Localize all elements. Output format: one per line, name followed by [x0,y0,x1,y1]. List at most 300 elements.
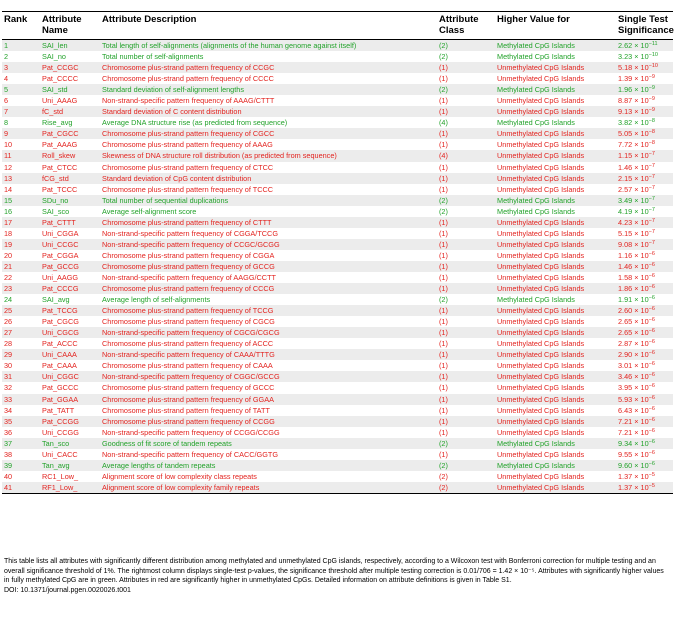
cell-significance [616,294,673,305]
cell-significance [616,228,673,239]
table-row [2,217,673,228]
cell-attribute-name: Uni_AAGG [42,272,79,282]
cell-rank: 24 [4,295,13,305]
significance-base: 1.91 × 10 [618,295,649,305]
cell-attribute-class: (4) [439,118,448,128]
cell-rank: 10 [4,140,13,150]
cell-significance [616,327,673,338]
table-row [2,195,673,206]
cell-attribute-name: SAI_len [40,40,100,52]
significance-base: 9.55 × 10 [618,449,649,459]
table-row [2,382,673,393]
significance-exponent: −6 [648,261,655,268]
cell-rank: 38 [4,449,13,459]
significance-base: 4.23 × 10 [618,217,649,227]
cell-rank: 7 [2,106,40,117]
table-row [2,449,673,460]
cell-attribute-class: (1) [437,371,495,382]
cell-attribute-name: SAI_avg [42,295,70,305]
cell-rank: 14 [4,184,13,194]
significance-exponent: −6 [648,383,655,390]
cell-attribute-class: (1) [439,427,448,437]
cell-rank: 31 [2,371,40,382]
significance-base: 9.13 × 10 [618,107,649,117]
cell-attribute-description: Standard deviation of self-alignment lengths [100,84,437,95]
cell-attribute-name: Pat_GCCC [42,383,79,393]
cell-higher-value-for: Unmethylated CpG Islands [497,162,585,172]
cell-significance [616,449,673,460]
cell-rank: 22 [4,272,13,282]
cell-significance [616,173,673,184]
cell-attribute-description: Chromosome plus-strand pattern frequency of ACCC [102,339,274,349]
cell-attribute-name: SAI_no [42,52,66,62]
significance-base: 1.37 × 10 [618,471,649,481]
significance-base: 2.57 × 10 [618,184,649,194]
footnote-text: This table lists all attributes with significantly different distribution among methylated and unmethylated CpG islands, respectively, according to a Wilcoxon test with Bonferroni correction for multiple testing and an overall significance threshold of 1%. The rightmost column displays single-test p-values, the significance threshold after multiple testing correction is 0.01/706 = 1.42 × 10⁻⁵. Attributes with significantly higher values in fully methylated CpG are in green. Attributes in red are significantly higher in unmethylated CpGs. Detailed information on attribute definitions is given in Table S1. [4,558,664,585]
table-row [2,283,673,294]
cell-significance [616,482,673,494]
cell-attribute-description: Chromosome plus-strand pattern frequency of CGGA [102,250,275,260]
cell-higher-value-for: Methylated CpG Islands [495,460,616,471]
cell-attribute-class: (4) [437,150,495,161]
cell-attribute-name: Uni_CGCG [40,327,100,338]
cell-significance [616,62,673,73]
cell-higher-value-for: Unmethylated CpG Islands [495,349,616,360]
significance-base: 1.46 × 10 [618,261,649,271]
header-attribute-name: Attribute Name [40,12,100,40]
cell-attribute-class: (1) [437,173,495,184]
cell-higher-value-for: Unmethylated CpG Islands [495,62,616,73]
cell-attribute-class: (1) [437,217,495,228]
cell-rank: 26 [4,317,13,327]
cell-attribute-name: Pat_TCCC [42,184,78,194]
cell-higher-value-for: Unmethylated CpG Islands [495,128,616,139]
cell-attribute-name: Pat_CCGC [40,62,100,73]
cell-significance [616,460,673,471]
cell-higher-value-for: Unmethylated CpG Islands [495,283,616,294]
cell-significance [616,51,673,62]
cell-attribute-class: (1) [439,449,448,459]
cell-attribute-description: Chromosome plus-strand pattern frequency of CCCC [102,74,274,84]
significance-exponent: −6 [648,295,655,302]
cell-attribute-description: Non-strand-specific pattern frequency of CACC/GGTG [102,449,279,459]
cell-significance [616,349,673,360]
cell-significance [616,438,673,449]
cell-rank: 33 [2,394,40,405]
table-row [2,184,673,195]
cell-higher-value-for: Unmethylated CpG Islands [497,383,585,393]
table-row [2,272,673,283]
cell-significance [616,305,673,316]
significance-exponent: −10 [648,52,658,59]
significance-exponent: −6 [648,427,655,434]
cell-attribute-name: RC1_Low_ [42,471,79,481]
cell-attribute-name: Rise_avg [42,118,73,128]
significance-base: 3.95 × 10 [618,383,649,393]
cell-attribute-description: Chromosome plus-strand pattern frequency of CCGG [100,416,437,427]
significance-exponent: −6 [648,250,655,257]
cell-attribute-description: Non-strand-specific pattern frequency of CGCG/CGCG [100,327,437,338]
cell-rank: 40 [4,471,13,481]
cell-higher-value-for: Unmethylated CpG Islands [495,150,616,161]
significance-exponent: −6 [648,272,655,279]
cell-rank: 2 [4,52,9,62]
cell-attribute-name: Pat_GGAA [40,394,100,405]
cell-higher-value-for: Unmethylated CpG Islands [495,173,616,184]
significance-exponent: −8 [648,140,655,147]
cell-attribute-name: Pat_CTTT [40,217,100,228]
table-row [2,294,673,305]
cell-attribute-name: Pat_CGGA [42,250,79,260]
cell-attribute-class: (1) [439,272,448,282]
table-row [2,482,673,494]
cell-significance [616,95,673,106]
table-row [2,62,673,73]
cell-attribute-description: Non-strand-specific pattern frequency of CGGA/TCCG [102,228,279,238]
cell-significance [616,40,673,52]
cell-attribute-name: Uni_CAAA [40,349,100,360]
cell-attribute-class: (1) [439,184,448,194]
cell-attribute-name: Uni_AAAG [42,96,78,106]
cell-rank: 8 [4,118,9,128]
cell-higher-value-for: Unmethylated CpG Islands [495,482,616,494]
significance-base: 9.34 × 10 [618,438,649,448]
cell-attribute-name: Tan_avg [40,460,100,471]
cell-significance [616,427,673,438]
cell-significance [616,195,673,206]
cell-higher-value-for: Methylated CpG Islands [497,295,575,305]
cell-attribute-description: Non-strand-specific pattern frequency of AAAG/CTTT [102,96,275,106]
cell-attribute-description: Standard deviation of CpG content distribution [100,173,437,184]
significance-exponent: −6 [648,284,655,291]
cell-attribute-description: Chromosome plus-strand pattern frequency of CGCG [102,317,275,327]
table-row [2,173,673,184]
cell-attribute-description: Chromosome plus-strand pattern frequency of CAAA [102,361,273,371]
cell-higher-value-for: Unmethylated CpG Islands [495,394,616,405]
cell-rank: 41 [2,482,40,494]
significance-exponent: −6 [648,416,655,423]
cell-attribute-class: (2) [439,471,448,481]
cell-rank: 36 [4,427,13,437]
cell-higher-value-for: Unmethylated CpG Islands [495,217,616,228]
cell-rank: 13 [2,173,40,184]
significance-base: 1.86 × 10 [618,284,649,294]
cell-higher-value-for: Unmethylated CpG Islands [497,339,585,349]
cell-rank: 19 [2,239,40,250]
table-row [2,95,673,106]
cell-attribute-class: (2) [437,40,495,52]
cell-significance [616,184,673,195]
cell-significance [616,283,673,294]
table-row [2,40,673,52]
significance-base: 1.37 × 10 [618,482,649,492]
cell-attribute-name: RF1_Low_ [40,482,100,494]
table-body [2,40,673,494]
cell-rank: 27 [2,327,40,338]
significance-base: 1.15 × 10 [618,151,649,161]
significance-exponent: −7 [648,151,655,158]
significance-exponent: −6 [648,306,655,313]
cell-attribute-description: Average self-alignment score [102,206,197,216]
cell-rank: 39 [2,460,40,471]
cell-rank: 34 [4,405,13,415]
cell-rank: 37 [2,438,40,449]
cell-attribute-class: (2) [439,206,448,216]
table-row [2,394,673,405]
table-row [2,73,673,84]
significance-exponent: −6 [648,317,655,324]
cell-attribute-description: Non-strand-specific pattern frequency of CGGC/GCCG [100,371,437,382]
cell-rank: 32 [4,383,13,393]
significance-exponent: −6 [648,328,655,335]
cell-higher-value-for: Unmethylated CpG Islands [495,106,616,117]
cell-rank: 21 [2,261,40,272]
cell-attribute-class: (1) [439,383,448,393]
cell-significance [616,250,673,261]
cell-higher-value-for: Unmethylated CpG Islands [497,427,585,437]
cell-attribute-class: (1) [439,96,448,106]
cell-attribute-name: Pat_CTCC [42,162,78,172]
cell-significance [616,162,673,173]
cell-attribute-description: Chromosome plus-strand pattern frequency of GCCC [102,383,275,393]
cell-significance [616,239,673,250]
table-row [2,84,673,95]
cell-attribute-name: Pat_TATT [42,405,75,415]
cell-attribute-name: Pat_CCGG [40,416,100,427]
cell-significance [616,217,673,228]
cell-significance [616,150,673,161]
cell-significance [616,382,673,393]
cell-significance [616,394,673,405]
table-row [2,250,673,261]
cell-attribute-name: fC_std [40,106,100,117]
cell-attribute-description: Chromosome plus-strand pattern frequency of CTTT [100,217,437,228]
cell-attribute-description: Chromosome plus-strand pattern frequency of CCCG [100,283,437,294]
cell-attribute-name: Uni_CCGG [42,427,79,437]
significance-base: 5.05 × 10 [618,129,649,139]
table-row [2,349,673,360]
table-row [2,338,673,349]
cell-rank: 20 [4,250,13,260]
significance-exponent: −6 [648,460,655,467]
table-row [2,416,673,427]
table-row [2,316,673,327]
cell-higher-value-for: Unmethylated CpG Islands [495,416,616,427]
significance-exponent: −7 [648,184,655,191]
table-row [2,128,673,139]
header-attribute-description: Attribute Description [100,12,437,40]
cell-significance [616,206,673,217]
cell-attribute-description: Chromosome plus-strand pattern frequency of TCCC [102,184,274,194]
cell-rank: 5 [2,84,40,95]
cell-attribute-description: Chromosome plus-strand pattern frequency of GCCG [100,261,437,272]
significance-base: 9.60 × 10 [618,460,649,470]
significance-exponent: −7 [648,228,655,235]
cell-attribute-class: (1) [439,405,448,415]
cell-attribute-description: Non-strand-specific pattern frequency of CCGG/CCGG [102,427,280,437]
cell-rank: 15 [2,195,40,206]
significance-base: 7.72 × 10 [618,140,649,150]
table-row [2,360,673,371]
cell-attribute-class: (1) [437,305,495,316]
cell-higher-value-for: Unmethylated CpG Islands [497,272,585,282]
significance-base: 2.65 × 10 [618,328,649,338]
significance-exponent: −5 [648,471,655,478]
cell-attribute-description: Chromosome plus-strand pattern frequency of CCGC [100,62,437,73]
cell-attribute-description: Total number of sequential duplications [100,195,437,206]
cell-rank: 12 [4,162,13,172]
cell-rank: 3 [2,62,40,73]
cell-significance [616,73,673,84]
cell-attribute-name: Pat_TCCG [40,305,100,316]
cell-attribute-description: Goodness of fit score of tandem repeats [100,438,437,449]
header-single-test-significance: Single Test Significance [616,12,673,40]
significance-base: 1.16 × 10 [618,250,649,260]
cell-rank: 11 [2,150,40,161]
significance-base: 2.87 × 10 [618,339,649,349]
significance-base: 3.82 × 10 [618,118,649,128]
cell-attribute-class: (1) [437,239,495,250]
significance-exponent: −8 [648,129,655,136]
significance-exponent: −10 [648,63,658,70]
cell-attribute-name: Uni_CACC [42,449,78,459]
cell-attribute-description: Non-strand-specific pattern frequency of AAGG/CCTT [102,272,276,282]
cell-significance [616,106,673,117]
significance-base: 6.43 × 10 [618,405,649,415]
cell-significance [616,139,673,150]
cell-significance [616,128,673,139]
cell-higher-value-for: Methylated CpG Islands [495,84,616,95]
table-row [2,438,673,449]
cell-attribute-class: (2) [439,295,448,305]
significance-base: 1.96 × 10 [618,85,649,95]
cell-rank: 1 [2,40,40,52]
cell-higher-value-for: Methylated CpG Islands [497,206,575,216]
cell-significance [616,117,673,128]
cell-attribute-class: (1) [439,74,448,84]
cell-rank: 25 [2,305,40,316]
significance-base: 9.08 × 10 [618,239,649,249]
cell-attribute-description: Total length of self-alignments (alignments of the human genome against itself) [100,40,437,52]
cell-rank: 29 [2,349,40,360]
cell-attribute-name: Pat_CCCG [40,283,100,294]
cell-rank: 9 [2,128,40,139]
cell-attribute-description: Chromosome plus-strand pattern frequency of CTCC [102,162,274,172]
cell-attribute-description: Alignment score of low complexity class repeats [102,471,257,481]
cell-attribute-class: (1) [439,228,448,238]
cell-attribute-description: Average DNA structure rise (as predicted from sequence) [102,118,288,128]
header-rank: Rank [2,12,40,40]
cell-rank: 30 [4,361,13,371]
cell-higher-value-for: Methylated CpG Islands [497,52,575,62]
table-row [2,162,673,173]
table-header [2,12,673,40]
cell-higher-value-for: Unmethylated CpG Islands [495,327,616,338]
cell-attribute-description: Average lengths of tandem repeats [100,460,437,471]
significance-base: 1.39 × 10 [618,74,649,84]
cell-higher-value-for: Unmethylated CpG Islands [497,405,585,415]
significance-base: 8.87 × 10 [618,96,649,106]
cell-significance [616,338,673,349]
cell-attribute-description: Alignment score of low complexity family repeats [100,482,437,494]
cell-attribute-class: (1) [437,283,495,294]
cell-attribute-name: Pat_CCCC [42,74,79,84]
cell-attribute-description: Total number of self-alignments [102,52,204,62]
cell-rank: 18 [4,228,13,238]
footnote-doi: DOI: 10.1371/journal.pgen.0020026.t001 [4,586,131,594]
cell-higher-value-for: Unmethylated CpG Islands [495,261,616,272]
cell-attribute-class: (1) [437,327,495,338]
cell-significance [616,416,673,427]
significance-exponent: −7 [648,239,655,246]
cell-attribute-class: (1) [439,361,448,371]
table-row [2,206,673,217]
significance-base: 3.49 × 10 [618,195,649,205]
cell-higher-value-for: Methylated CpG Islands [495,195,616,206]
table-row [2,460,673,471]
cell-higher-value-for: Unmethylated CpG Islands [495,371,616,382]
significance-base: 3.23 × 10 [618,52,649,62]
cell-rank: 4 [4,74,9,84]
significance-base: 1.46 × 10 [618,162,649,172]
table-row [2,427,673,438]
cell-attribute-description: Chromosome plus-strand pattern frequency of TCCG [100,305,437,316]
cell-attribute-description: Chromosome plus-strand pattern frequency of AAAG [102,140,273,150]
table-row [2,228,673,239]
cell-rank: 16 [4,206,13,216]
significance-exponent: −6 [648,405,655,412]
significance-exponent: −9 [648,107,655,114]
cell-attribute-description: Skewness of DNA structure roll distribution (as predicted from sequence) [100,150,437,161]
significance-base: 2.65 × 10 [618,317,649,327]
cell-attribute-name: fCG_std [40,173,100,184]
significance-base: 3.01 × 10 [618,361,649,371]
cell-attribute-class: (2) [437,438,495,449]
table-row [2,305,673,316]
cell-rank: 35 [2,416,40,427]
table-footnote [4,557,670,595]
significance-exponent: −7 [648,162,655,169]
table-row [2,106,673,117]
cell-attribute-name: Tan_sco [40,438,100,449]
cell-attribute-class: (1) [437,261,495,272]
table-row [2,261,673,272]
cell-significance [616,316,673,327]
significance-exponent: −9 [648,85,655,92]
significance-base: 5.18 × 10 [618,63,649,73]
significance-base: 5.15 × 10 [618,228,649,238]
cell-attribute-description: Standard deviation of C content distribution [100,106,437,117]
cell-higher-value-for: Methylated CpG Islands [495,438,616,449]
cell-attribute-class: (2) [437,460,495,471]
significance-base: 7.21 × 10 [618,416,649,426]
significance-exponent: −6 [648,449,655,456]
cell-attribute-class: (1) [439,317,448,327]
cell-attribute-description: Chromosome plus-strand pattern frequency of CGCC [100,128,437,139]
cell-attribute-class: (2) [437,84,495,95]
cell-higher-value-for: Unmethylated CpG Islands [497,317,585,327]
significance-exponent: −7 [648,206,655,213]
significance-exponent: −6 [648,372,655,379]
cell-rank: 6 [4,96,9,106]
cell-rank: 17 [2,217,40,228]
cell-attribute-name: Pat_CGCC [40,128,100,139]
cell-higher-value-for: Methylated CpG Islands [497,118,575,128]
cell-attribute-class: (1) [437,394,495,405]
cell-attribute-name: Pat_CAAA [42,361,77,371]
cell-higher-value-for: Unmethylated CpG Islands [497,449,585,459]
significance-exponent: −9 [648,74,655,81]
